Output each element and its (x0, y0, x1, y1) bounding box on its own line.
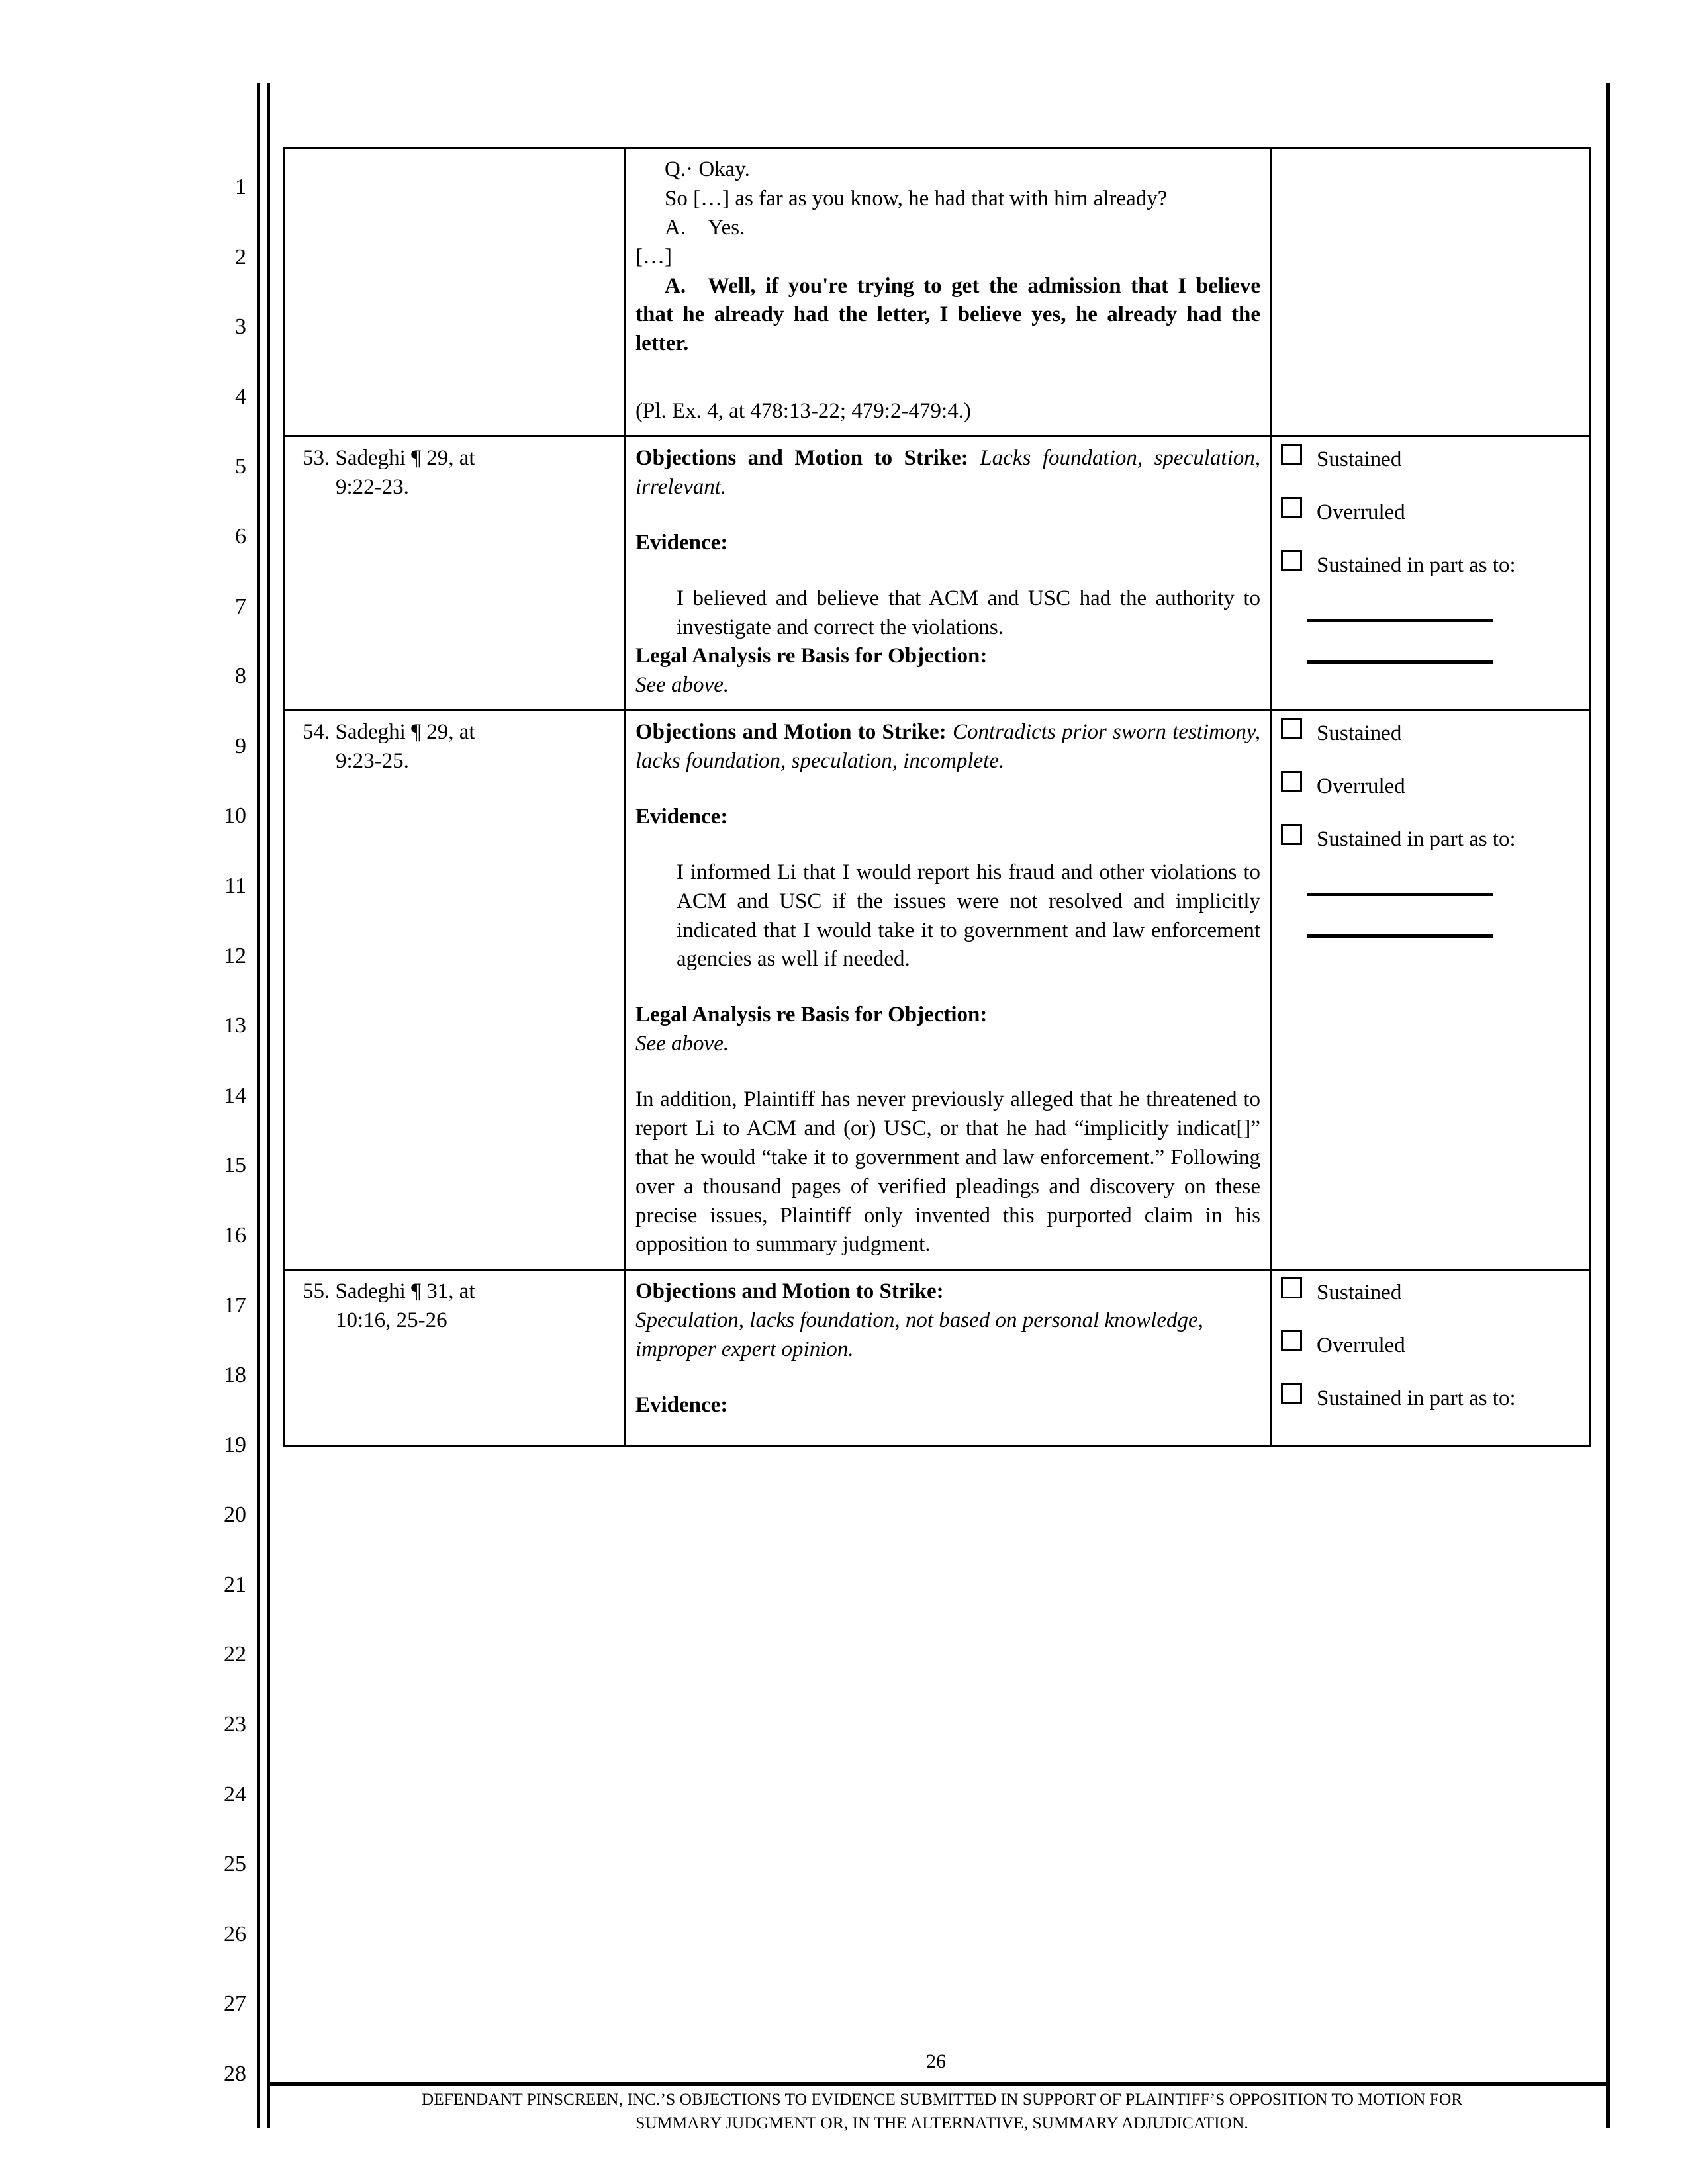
ruling-label: Sustained (1317, 721, 1402, 746)
checkbox-icon[interactable] (1281, 497, 1302, 518)
deposition-citation: (Pl. Ex. 4, at 478:13-22; 479:2-479:4.) (635, 399, 971, 424)
legal-analysis-label: Legal Analysis re Basis for Objection: (635, 1003, 988, 1027)
table-row (285, 148, 1590, 437)
line-number: 5 (235, 454, 246, 479)
line-number: 8 (235, 664, 246, 689)
objections-label: Objections and Motion to Strike: (635, 446, 968, 470)
legal-analysis-body: See above. (635, 1032, 729, 1056)
checkbox-icon[interactable] (1281, 444, 1302, 465)
ruling-option-sustained[interactable] (1281, 444, 1579, 475)
ruling-label: Sustained (1317, 447, 1402, 471)
evidence-label: Evidence: (635, 530, 728, 555)
checkbox-icon[interactable] (1281, 1277, 1302, 1298)
ruling-blank-line[interactable] (1307, 934, 1493, 938)
line-number: 18 (224, 1363, 246, 1388)
objection-body-cell (626, 437, 1271, 711)
depo-line-q: Q.· Okay. (665, 158, 750, 181)
ruling-option-sustained[interactable] (1281, 1277, 1579, 1308)
line-number: 4 (235, 384, 246, 409)
line-number: 21 (224, 1572, 246, 1597)
line-number: 16 (224, 1222, 246, 1248)
reference-line-1: 53. Sadeghi ¶ 29, at (303, 446, 475, 470)
ruling-cell (1271, 1270, 1590, 1447)
additional-analysis: In addition, Plaintiff has never previously alleged that he threatened to report Li to ACM and (or) USC, or that he had “implicitly indicat[]” that he would “take it to government and law enforcement.” Following over a thousand pages of verified pleadings and discovery on these precise issues, Plaintiff only invented this purported claim in his opposition to summary judgment. (635, 1087, 1260, 1257)
line-number-column (199, 152, 246, 2109)
ruling-cell (1271, 148, 1590, 437)
objections-label: Objections and Motion to Strike: (635, 720, 947, 745)
evidence-label: Evidence: (635, 1392, 728, 1417)
reference-line-1: 54. Sadeghi ¶ 29, at (303, 720, 475, 745)
ruling-label: Overruled (1317, 500, 1405, 524)
evidence-label: Evidence: (635, 804, 728, 829)
objection-body-cell (626, 711, 1271, 1270)
line-number: 15 (224, 1153, 246, 1178)
ruling-option-sustained[interactable] (1281, 718, 1579, 749)
ruling-cell (1271, 437, 1590, 711)
reference-line-2: 10:16, 25-26 (336, 1308, 447, 1333)
ruling-cell (1271, 711, 1590, 1270)
footer-caption (277, 2087, 1607, 2135)
objection-grounds: Contradicts prior sworn testimony, lacks foundation, speculation, incomplete. (635, 720, 1260, 773)
pleading-rule-right (1606, 83, 1610, 2128)
ruling-option-sustained-in-part[interactable] (1281, 1383, 1579, 1414)
checkbox-icon[interactable] (1281, 550, 1302, 571)
ruling-blank-line[interactable] (1307, 619, 1493, 622)
depo-line-ellipsis: […] (635, 244, 672, 269)
ruling-label: Sustained in part as to: (1317, 1387, 1516, 1410)
table-row (285, 1270, 1590, 1447)
line-number: 14 (224, 1083, 246, 1108)
checkbox-icon[interactable] (1281, 771, 1302, 792)
evidence-quote: I informed Li that I would report his fraud and other violations to ACM and USC if the issues were not resolved and implicitly indicated that I would take it to government and law enforcement agencies as well if needed. (677, 860, 1260, 972)
checkbox-icon[interactable] (1281, 1330, 1302, 1351)
objection-grounds: Speculation, lacks foundation, not based on personal knowledge, improper expert opinion. (635, 1308, 1203, 1361)
checkbox-icon[interactable] (1281, 824, 1302, 845)
pleading-rule-left-outer (257, 83, 260, 2128)
ruling-label: Sustained in part as to: (1317, 827, 1516, 851)
ruling-option-overruled[interactable] (1281, 497, 1579, 527)
line-number: 9 (235, 733, 246, 758)
line-number: 27 (224, 1991, 246, 2017)
footer-line-2: SUMMARY JUDGMENT OR, IN THE ALTERNATIVE, SUMMARY ADJUDICATION. (635, 2113, 1248, 2133)
line-number: 10 (224, 803, 246, 829)
line-number: 28 (224, 2062, 246, 2087)
objection-body-cell (626, 148, 1271, 437)
ruling-blank-line[interactable] (1307, 660, 1493, 664)
table-row (285, 437, 1590, 711)
ruling-label: Overruled (1317, 774, 1405, 798)
objection-grounds: Lacks foundation, speculation, irrelevant. (635, 446, 1260, 499)
line-number: 23 (224, 1712, 246, 1737)
depo-line-a: A. Yes. (665, 215, 745, 240)
line-number: 26 (224, 1921, 246, 1946)
reference-cell (285, 148, 626, 437)
line-number: 19 (224, 1432, 246, 1457)
line-number: 17 (224, 1293, 246, 1318)
depo-line-q2: So […] as far as you know, he had that with him already? (665, 186, 1168, 210)
ruling-blank-line[interactable] (1307, 893, 1493, 896)
ruling-option-sustained-in-part[interactable] (1281, 550, 1579, 580)
line-number: 24 (224, 1782, 246, 1807)
reference-line-2: 9:23-25. (336, 749, 409, 773)
legal-analysis-label: Legal Analysis re Basis for Objection: (635, 644, 988, 668)
footer-divider (270, 2082, 1607, 2086)
evidence-quote: I believed and believe that ACM and USC had the authority to investigate and correct the violations. (677, 586, 1260, 639)
line-number: 22 (224, 1642, 246, 1667)
line-number: 1 (235, 175, 246, 199)
objection-body-cell (626, 1270, 1271, 1447)
line-number: 7 (235, 594, 246, 619)
ruling-option-overruled[interactable] (1281, 1330, 1579, 1361)
line-number: 11 (224, 873, 246, 898)
ruling-label: Sustained in part as to: (1317, 553, 1516, 577)
line-number: 25 (224, 1852, 246, 1877)
ruling-label: Sustained (1317, 1281, 1402, 1305)
pleading-rule-left-inner (267, 83, 270, 2128)
line-number: 12 (224, 943, 246, 968)
table-row (285, 711, 1590, 1270)
reference-cell (285, 1270, 626, 1447)
legal-analysis-body: See above. (635, 673, 729, 698)
reference-cell (285, 437, 626, 711)
ruling-option-sustained-in-part[interactable] (1281, 824, 1579, 854)
line-number: 20 (224, 1502, 246, 1527)
page-number: 26 (926, 2050, 946, 2072)
reference-line-2: 9:22-23. (336, 475, 409, 499)
footer-line-1: DEFENDANT PINSCREEN, INC.’S OBJECTIONS TO EVIDENCE SUBMITTED IN SUPPORT OF PLAINTIFF’S OPPOSITION TO MOTION FOR (421, 2089, 1463, 2109)
line-number: 13 (224, 1013, 246, 1038)
checkbox-icon[interactable] (1281, 1383, 1302, 1404)
line-number: 6 (235, 523, 246, 549)
objections-table (283, 147, 1591, 1447)
reference-cell (285, 711, 626, 1270)
checkbox-icon[interactable] (1281, 718, 1302, 739)
ruling-option-overruled[interactable] (1281, 771, 1579, 801)
objections-label: Objections and Motion to Strike: (635, 1279, 944, 1304)
reference-line-1: 55. Sadeghi ¶ 31, at (303, 1279, 475, 1304)
depo-line-a2: A. Well, if you're trying to get the admission that I believe that he already had the letter, I believe yes, he already had the letter. (635, 273, 1260, 356)
line-number: 2 (235, 244, 246, 269)
ruling-label: Overruled (1317, 1334, 1405, 1358)
line-number: 3 (235, 314, 246, 340)
